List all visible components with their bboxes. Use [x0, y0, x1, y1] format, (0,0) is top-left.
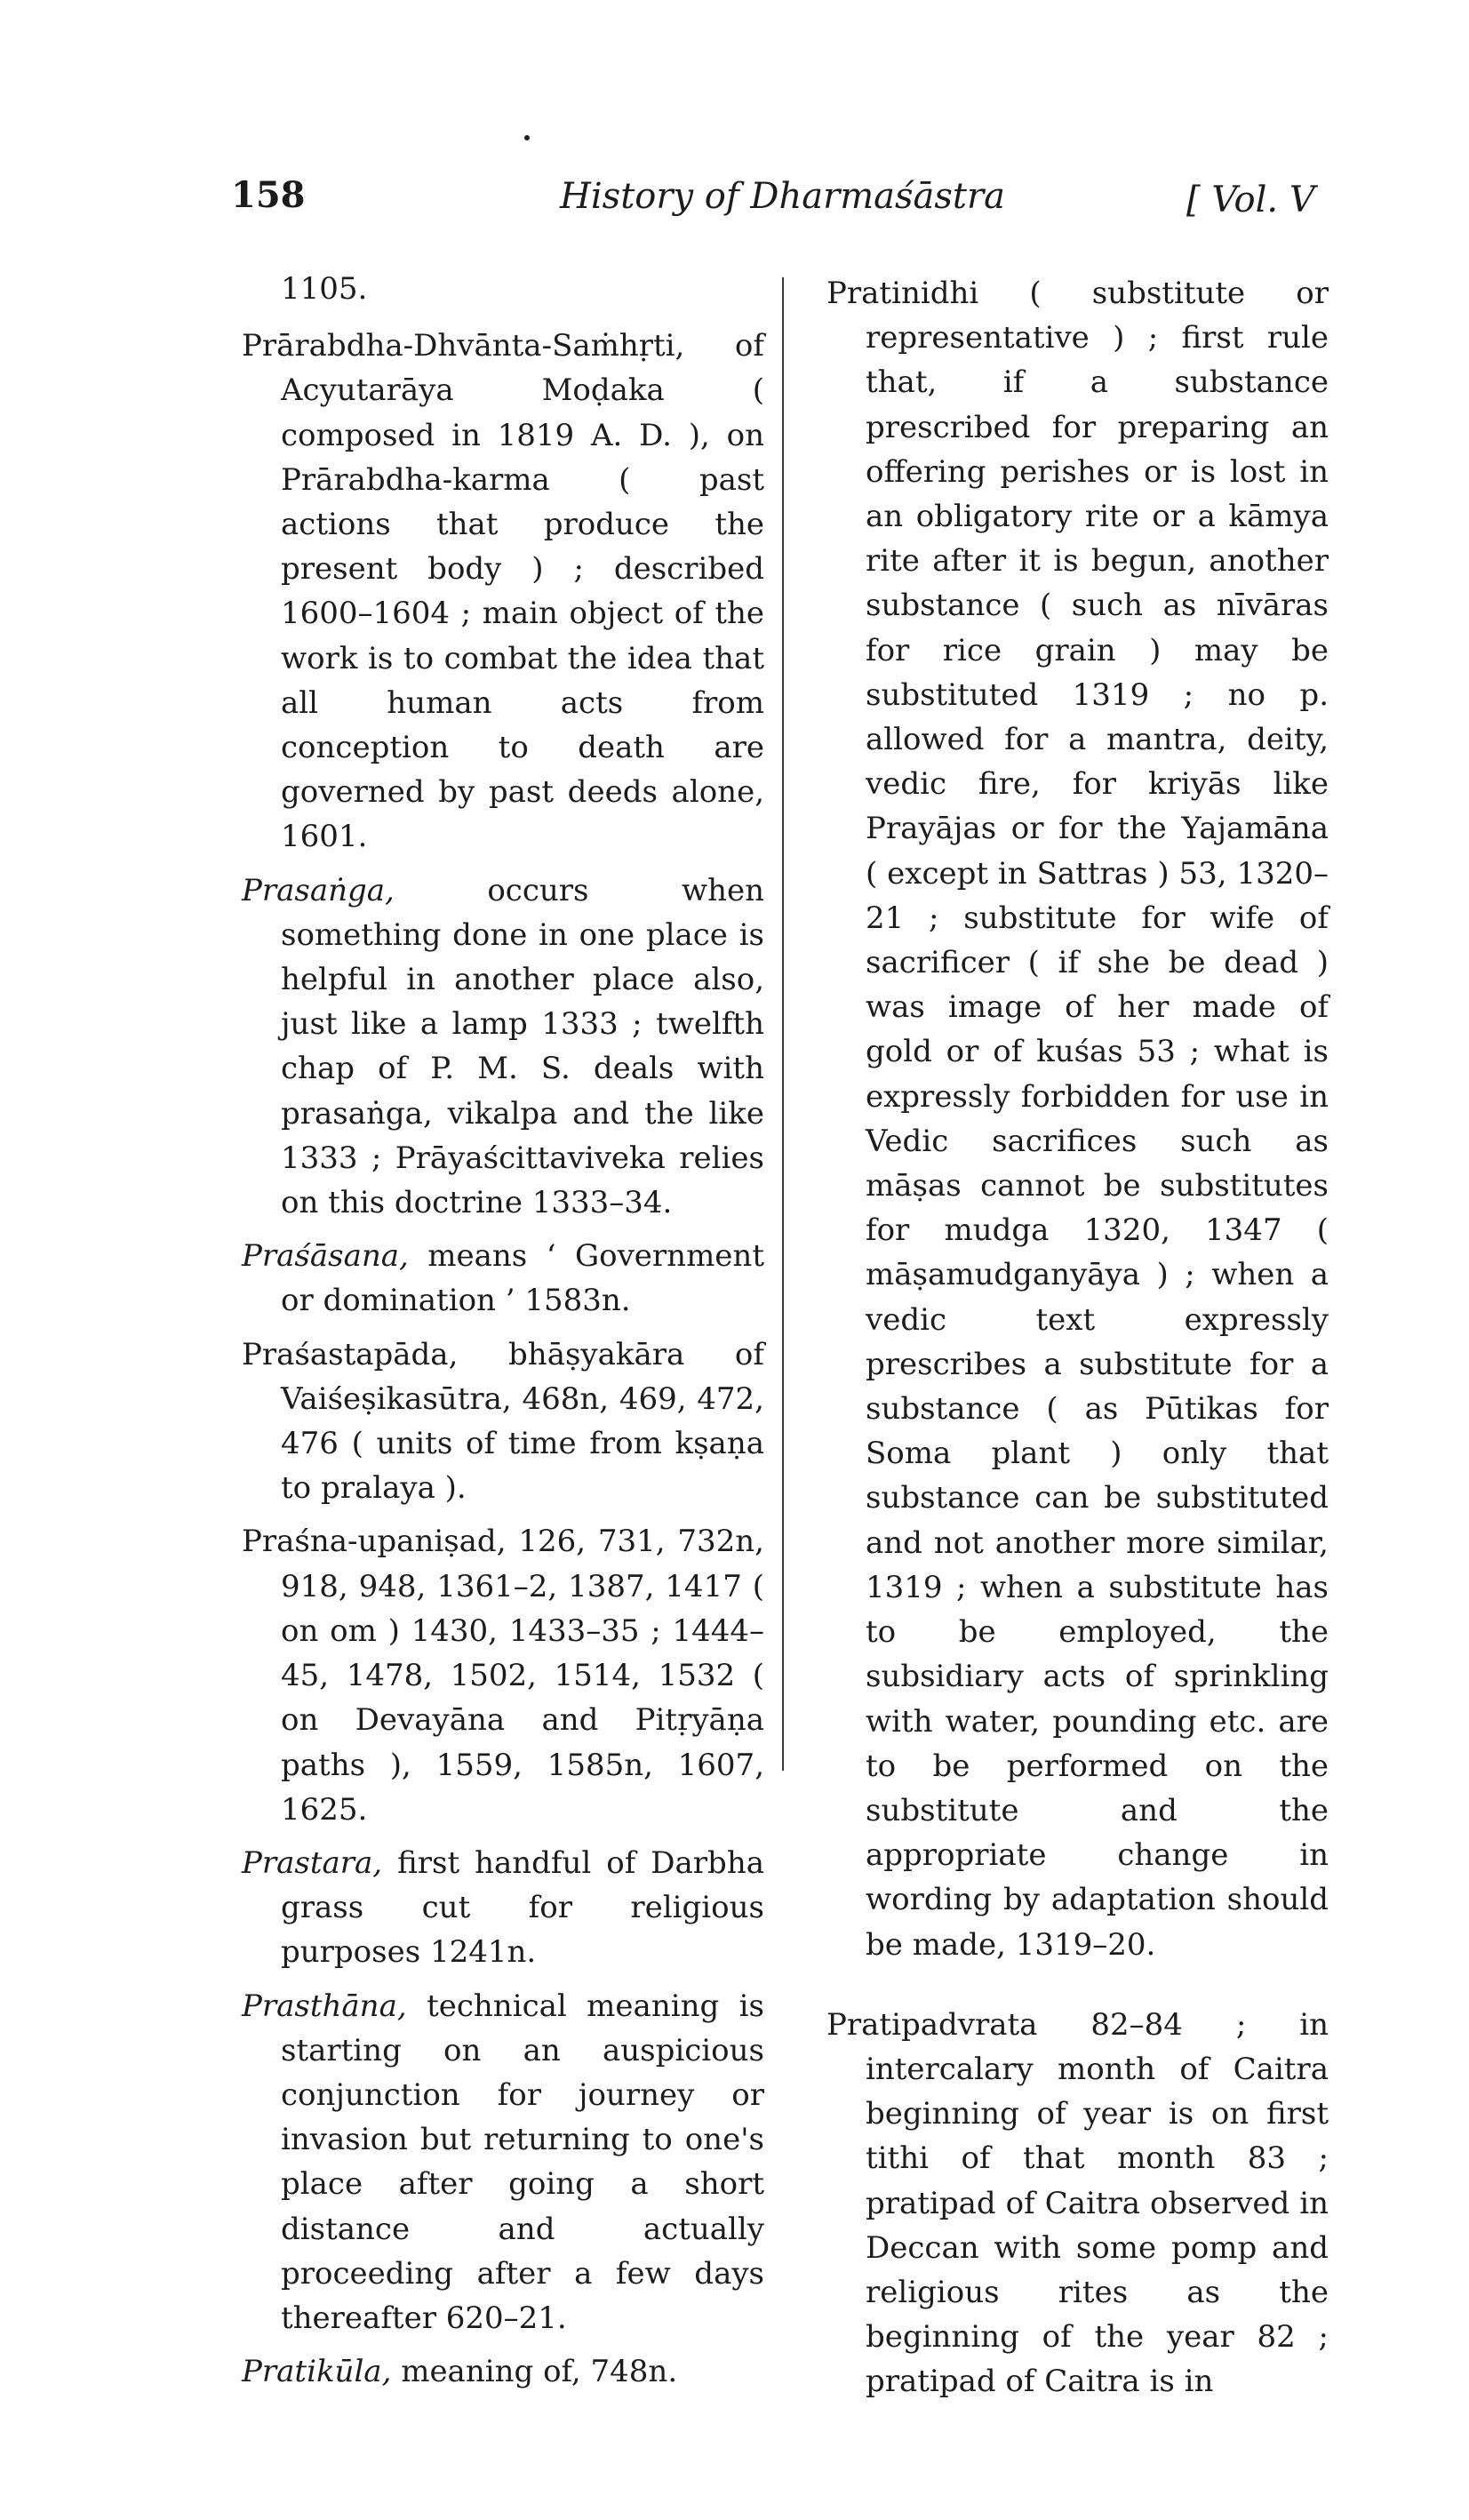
index-entry: Prasaṅga, occurs when something done in one place is helpful in another place also, just like a lamp 1333 ; twelfth chap of P. M. S. deals with prasaṅga, vikalpa and the like 1333 ; Prāyaścittaviveka relies on this doctrine 1333–34. [242, 872, 764, 1221]
index-entry: Praśna-upaniṣad, 126, 731, 732n, 918, 948, 1361–2, 1387, 1417 ( on om ) 1430, 1433–35 ; 1444–45, 1478, 1502, 1514, 1532 ( on Devayāna and Pitṛyāṇa paths ), 1559, 1585n, 1607, 1625. [242, 1524, 764, 1828]
running-title: History of Dharmaśāstra [560, 176, 1005, 217]
index-column-left [242, 267, 764, 2403]
index-entry: Praśastapāda, bhāṣyakāra of Vaiśeṣikasūtra, 468n, 469, 472, 476 ( units of time from kṣaṇa to pralaya ). [242, 1336, 764, 1507]
index-entry: Pratipadvrata 82–84 ; in intercalary month of Caitra beginning of year is on first tithi of that month 83 ; pratipad of Caitra observed in Deccan with some pomp and religious rites as the beginning of the year 82 ; pratipad of Caitra is in [826, 2006, 1329, 2400]
volume-label: [ Vol. V [1186, 180, 1315, 220]
index-entry: Pratikūla, meaning of, 748n. [242, 2354, 678, 2390]
column-divider [782, 277, 784, 1771]
index-entry: Praśāsana, means ‘ Government or domination ’ 1583n. [242, 1238, 764, 1319]
running-header [0, 174, 1469, 236]
index-entry: Pratinidhi ( substitute or representative ) ; first rule that, if a substance prescribed for preparing an offering perishes or is lost in an obligatory rite or a kāmya rite after it is begun, another substance ( such as nīvāras for rice grain ) may be substituted 1319 ; no p. allowed for a mantra, deity, vedic fire, for kriyās like Prayājas or for the Yajamāna ( except in Sattras ) 53, 1320–21 ; substitute for wife of sacrificer ( if she be dead ) was image of her made of gold or of kuśas 53 ; what is expressly forbidden for use in Vedic sacrifices such as māṣas cannot be substitutes for mudga 1320, 1347 ( māṣamudganyāya ) ; when a vedic text expressly prescribes a substitute for a substance ( as Pūtikas for Soma plant ) only that substance can be substituted and not another more similar, 1319 ; when a substitute has to be employed, the subsidiary acts of sprinkling with water, pounding etc. are to be performed on the substitute and the appropriate change in wording by adaptation should be made, 1319–20. [826, 276, 1329, 1963]
index-column-right [826, 271, 1329, 2413]
index-entry: Prārabdha-Dhvānta-Saṁhṛti, of Acyutarāya Moḍaka ( composed in 1819 A. D. ), on Prārabdha-karma ( past actions that produce the present body ) ; described 1600–1604 ; main object of the work is to combat the idea that all human acts from conception to death are governed by past deeds alone, 1601. [242, 328, 764, 855]
index-entry: Prasthāna, technical meaning is starting on an auspicious conjunction for journey or invasion but returning to one's place after going a short distance and actually proceeding after a few days thereafter 620–21. [242, 1988, 764, 2336]
index-entry: Prastara, first handful of Darbha grass cut for religious purposes 1241n. [242, 1844, 764, 1971]
index-entry: 1105. [281, 271, 368, 307]
page-speck [524, 135, 530, 140]
page-number: 158 [231, 174, 306, 216]
